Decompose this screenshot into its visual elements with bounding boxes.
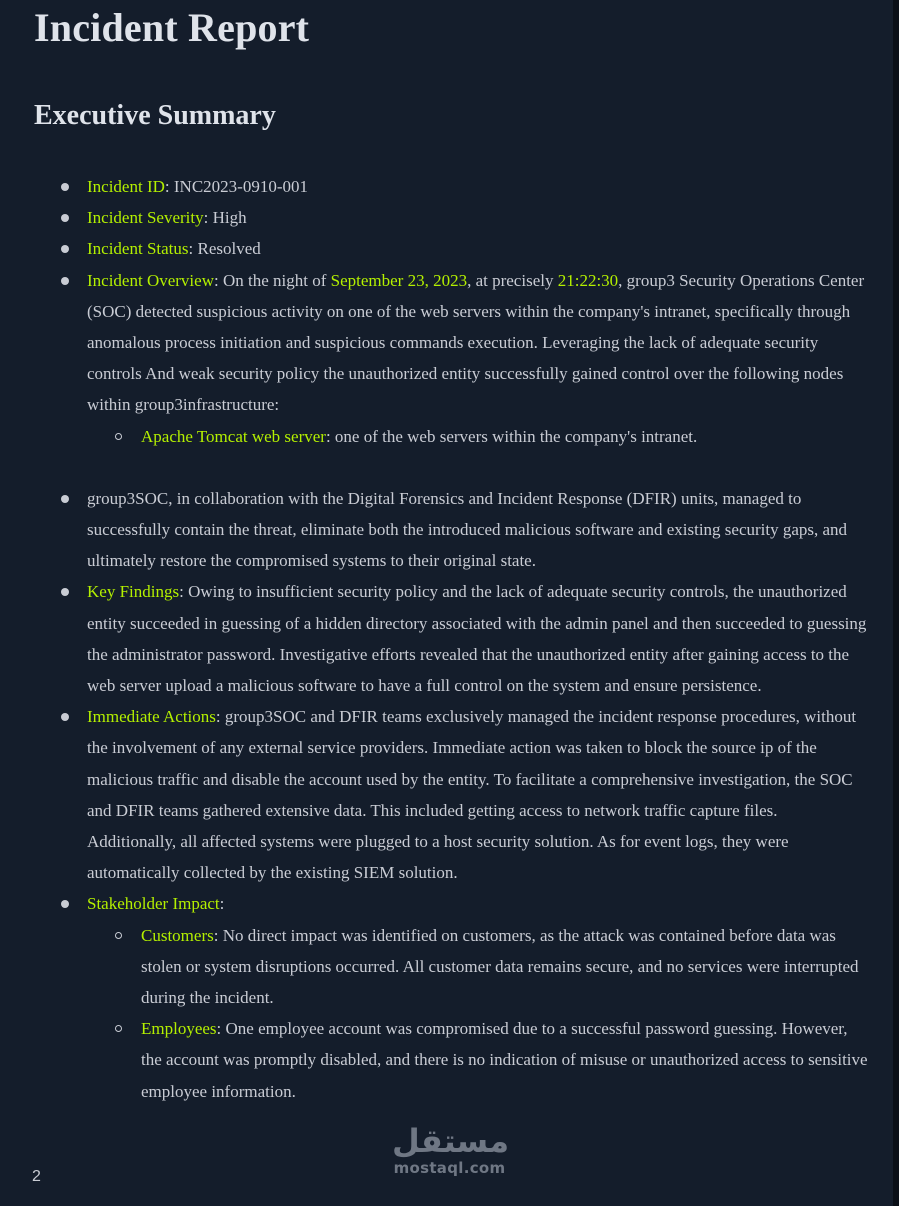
list-item-incident-id: [0, 171, 893, 202]
dfir-text: group3SOC, in collaboration with the Digital Forensics and Incident Response (DFIR) units, managed to successfully contain the threat, eliminate both the introduced malicious software and existing security gaps, and ultimately restore the compromised systems to their original state.: [87, 488, 848, 571]
affected-nodes-list: [87, 421, 869, 452]
list-item-incident-overview: [0, 265, 893, 483]
immediate-actions-text: : group3SOC and DFIR teams exclusively managed the incident response procedures, without the involvement of any external service providers. Immediate action was taken to block the source ip of the malicious traffic and disable the account used by the entity. To facilitate a comprehensive investigation, the SOC and DFIR teams gathered extensive data. This included getting access to network traffic capture files. Additionally, all affected systems were plugged to a host security solution. As for event logs, they were automatically collected by the existing SIEM solution.: [87, 707, 857, 883]
customers-label: Customers: [141, 925, 214, 945]
tomcat-label: Apache Tomcat web server: [141, 426, 326, 446]
incident-status-value: Resolved: [197, 239, 261, 259]
immediate-actions-label: Immediate Actions: [87, 707, 216, 727]
overview-text-2: , at precisely: [467, 270, 558, 290]
list-item-stakeholder-impact: [0, 888, 893, 1106]
incident-severity-separator: :: [203, 208, 213, 228]
watermark-latin: mostaql.com: [393, 1159, 506, 1177]
page-edge-divider: [893, 0, 899, 1206]
incident-status-separator: :: [188, 239, 198, 259]
overview-date: September 23, 2023: [330, 270, 468, 290]
employees-label: Employees: [141, 1019, 217, 1039]
section-heading: Executive Summary: [34, 100, 276, 131]
stakeholder-impact-separator: :: [219, 894, 225, 914]
blank-line: [87, 452, 869, 483]
sub-item-tomcat: [87, 421, 869, 452]
overview-text-1: : On the night of: [213, 270, 331, 290]
sub-item-customers: [87, 920, 869, 1014]
overview-label: Incident Overview: [87, 270, 214, 290]
incident-severity-value: High: [212, 208, 247, 228]
summary-list: [0, 171, 893, 1107]
stakeholder-list: [87, 920, 869, 1107]
tomcat-text: : one of the web servers within the company's intranet.: [325, 426, 698, 446]
list-item-incident-severity: [0, 202, 893, 233]
key-findings-label: Key Findings: [87, 582, 180, 602]
page-number: 2: [32, 1168, 41, 1185]
overview-time: 21:22:30: [557, 270, 619, 290]
stakeholder-impact-label: Stakeholder Impact: [87, 894, 220, 914]
key-findings-text: : Owing to insufficient security policy and the lack of adequate security controls, the unauthorized entity succeeded in guessing of a hidden directory associated with the admin panel and then succeeded to guessing the administrator password. Investigative efforts revealed that the unauthorized entity after gaining access to the web server upload a malicious software to have a full control on the system and ensure persistence.: [87, 582, 867, 696]
mostaql-watermark: [392, 1122, 510, 1184]
customers-text: : No direct impact was identified on customers, as the attack was contained before data was stolen or system disruptions occurred. All customer data remains secure, and no services were interrupted during the incident.: [141, 925, 859, 1008]
incident-status-label: Incident Status: [87, 239, 189, 259]
list-item-immediate-actions: [0, 701, 893, 888]
sub-item-employees: [87, 1013, 869, 1107]
list-item-dfir-collaboration: [0, 483, 893, 577]
incident-severity-label: Incident Severity: [87, 208, 204, 228]
incident-id-label: Incident ID: [87, 177, 165, 196]
watermark-arabic: مستقل: [392, 1122, 510, 1160]
list-item-incident-status: [0, 233, 893, 264]
page-title: Incident Report: [34, 5, 310, 50]
overview-text-3: , group3 Security Operations Center (SOC) detected suspicious activity on one of the web servers within the company's intranet, specifically through anomalous process initiation and suspicious commands execution. Leveraging the lack of adequate security controls And weak security policy the unauthorized entity successfully gained control over the following nodes within group3infrastructure:: [87, 270, 865, 415]
incident-id-separator: :: [164, 177, 174, 196]
incident-id-value: INC2023-0910-001: [173, 177, 308, 196]
list-item-key-findings: [0, 576, 893, 701]
employees-text: : One employee account was compromised due to a successful password guessing. However, the account was promptly disabled, and there is no indication of misuse or unauthorized access to sensitive employee information.: [141, 1019, 868, 1101]
